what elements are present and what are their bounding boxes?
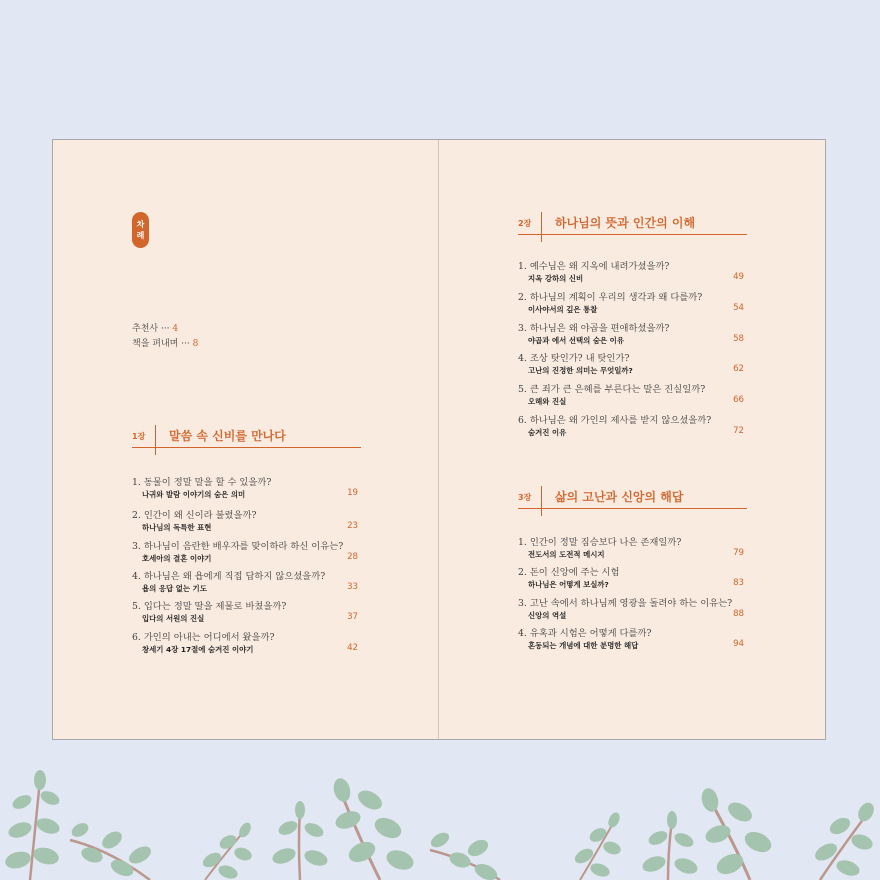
entry-question: 5. 큰 죄가 큰 은혜를 부른다는 말은 진실일까? xyxy=(518,384,706,395)
right-page xyxy=(439,140,825,739)
entry-page-number: 66 xyxy=(733,395,744,405)
entry-question: 3. 하나님이 음란한 배우자를 맞이하라 하신 이유는? xyxy=(132,541,344,552)
entry-subtitle: 이사야서의 깊은 통찰 xyxy=(528,305,598,314)
entry-subtitle: 숨겨진 이유 xyxy=(528,428,567,437)
eucalyptus-leaves-icon xyxy=(0,760,880,880)
entry-subtitle: 혼동되는 개념에 대한 분명한 해답 xyxy=(528,641,639,650)
front-matter-label: 추천사 ··· xyxy=(132,324,170,334)
toc-badge-char-1: 차 xyxy=(136,220,145,229)
entry-page-number: 54 xyxy=(733,303,744,313)
entry-question: 3. 고난 속에서 하나님께 영광을 돌려야 하는 이유는? xyxy=(518,598,733,609)
entry-question: 2. 돈이 신앙에 주는 시험 xyxy=(518,567,620,578)
entry-question: 6. 하나님은 왜 가인의 제사를 받지 않으셨을까? xyxy=(518,415,712,426)
toc-entry[interactable] xyxy=(132,474,358,499)
entry-question: 6. 가인의 아내는 어디에서 왔을까? xyxy=(132,632,275,643)
toc-entry[interactable] xyxy=(518,258,744,283)
entry-subtitle: 입다의 서원의 진실 xyxy=(142,614,205,623)
toc-entry[interactable] xyxy=(518,564,744,589)
entry-subtitle: 창세기 4장 17절에 숨겨진 이야기 xyxy=(142,645,254,654)
entry-question: 1. 인간이 정말 짐승보다 나은 존재일까? xyxy=(518,537,682,548)
toc-entry[interactable] xyxy=(518,381,744,406)
front-matter-page: 8 xyxy=(192,339,199,349)
chapter-1-heading xyxy=(132,425,361,461)
chapter-title: 말씀 속 신비를 만나다 xyxy=(169,429,286,443)
toc-entry[interactable] xyxy=(518,320,744,345)
entry-subtitle: 하나님의 독특한 표현 xyxy=(142,523,212,532)
toc-entry[interactable] xyxy=(132,568,358,593)
chapter-rule xyxy=(132,447,361,448)
entry-page-number: 42 xyxy=(347,643,358,653)
entry-question: 2. 인간이 왜 신이라 불렸을까? xyxy=(132,510,257,521)
open-book xyxy=(52,139,826,740)
chapter-title: 삶의 고난과 신앙의 해답 xyxy=(555,490,684,504)
entry-page-number: 72 xyxy=(733,426,744,436)
chapter-divider xyxy=(541,486,542,516)
entry-question: 4. 조상 탓인가? 내 탓인가? xyxy=(518,353,630,364)
entry-subtitle: 욥의 응답 없는 기도 xyxy=(142,584,207,593)
entry-page-number: 23 xyxy=(347,521,358,531)
toc-entry[interactable] xyxy=(132,538,358,563)
entry-page-number: 62 xyxy=(733,364,744,374)
entry-subtitle: 고난의 진정한 의미는 무엇일까? xyxy=(528,366,633,375)
chapter-rule xyxy=(518,508,747,509)
entry-question: 5. 입다는 정말 딸을 제물로 바쳤을까? xyxy=(132,601,287,612)
chapter-number: 2장 xyxy=(518,219,532,228)
entry-subtitle: 호세아의 결혼 이야기 xyxy=(142,554,212,563)
entry-page-number: 83 xyxy=(733,578,744,588)
toc-entry[interactable] xyxy=(518,350,744,375)
left-page xyxy=(53,140,438,739)
entry-subtitle: 오해와 진실 xyxy=(528,397,567,406)
entry-page-number: 79 xyxy=(733,548,744,558)
toc-entry[interactable] xyxy=(132,507,358,532)
chapter-number: 3장 xyxy=(518,493,532,502)
entry-page-number: 19 xyxy=(347,488,358,498)
entry-subtitle: 야곱과 에서 선택의 숨은 이유 xyxy=(528,336,624,345)
toc-entry[interactable] xyxy=(518,534,744,559)
front-matter-page: 4 xyxy=(172,324,179,334)
toc-entry[interactable] xyxy=(132,598,358,623)
entry-subtitle: 전도서의 도전적 메시지 xyxy=(528,550,605,559)
front-matter-label: 책을 펴내며 ··· xyxy=(132,339,190,349)
toc-entry[interactable] xyxy=(518,625,744,650)
chapter-number: 1장 xyxy=(132,432,146,441)
entry-question: 4. 하나님은 왜 욥에게 직접 답하지 않으셨을까? xyxy=(132,571,326,582)
entry-subtitle: 나귀와 발람 이야기의 숨은 의미 xyxy=(142,490,246,499)
entry-page-number: 94 xyxy=(733,639,744,649)
entry-question: 1. 동물이 정말 말을 할 수 있을까? xyxy=(132,477,272,488)
entry-subtitle: 신앙의 역설 xyxy=(528,611,567,620)
toc-entry[interactable] xyxy=(518,595,744,620)
chapter-divider xyxy=(541,212,542,242)
entry-page-number: 88 xyxy=(733,609,744,619)
entry-subtitle: 지옥 강하의 신비 xyxy=(528,274,584,283)
toc-badge-char-2: 례 xyxy=(136,231,145,240)
entry-page-number: 49 xyxy=(733,272,744,282)
entry-page-number: 37 xyxy=(347,612,358,622)
toc-entry[interactable] xyxy=(518,412,744,437)
chapter-3-heading xyxy=(518,486,747,522)
chapter-rule xyxy=(518,234,747,235)
front-matter-item xyxy=(132,321,178,334)
entry-page-number: 28 xyxy=(347,552,358,562)
chapter-divider xyxy=(155,425,156,455)
chapter-2-heading xyxy=(518,212,747,248)
entry-question: 1. 예수님은 왜 지옥에 내려가셨을까? xyxy=(518,261,670,272)
entry-question: 3. 하나님은 왜 야곱을 편애하셨을까? xyxy=(518,323,670,334)
toc-entry[interactable] xyxy=(132,629,358,654)
chapter-title: 하나님의 뜻과 인간의 이해 xyxy=(555,216,696,230)
entry-question: 4. 유혹과 시험은 어떻게 다를까? xyxy=(518,628,652,639)
toc-badge xyxy=(132,212,149,248)
entry-page-number: 58 xyxy=(733,334,744,344)
front-matter-item xyxy=(132,336,198,349)
entry-subtitle: 하나님은 어떻게 보실까? xyxy=(528,580,609,589)
entry-page-number: 33 xyxy=(347,582,358,592)
entry-question: 2. 하나님의 계획이 우리의 생각과 왜 다를까? xyxy=(518,292,703,303)
toc-entry[interactable] xyxy=(518,289,744,314)
